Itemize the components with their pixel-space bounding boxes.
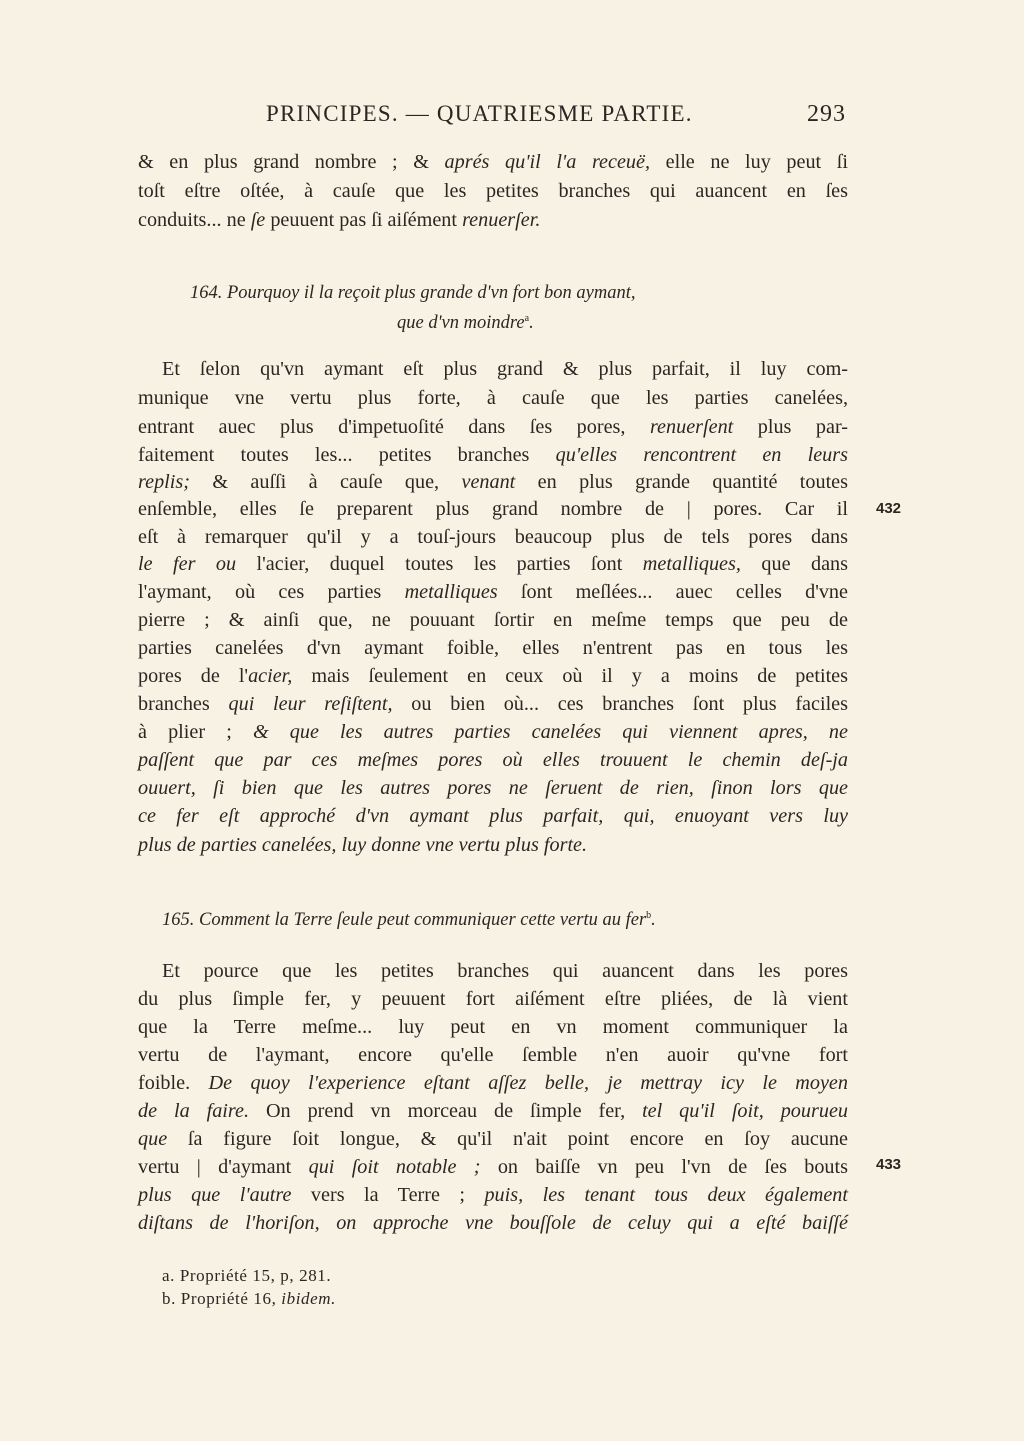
- text-line: de la faire. On prend vn morceau de ſimple fer, tel qu'il ſoit, pourueu: [138, 1100, 848, 1122]
- section-heading-line: que d'vn moindre$^a$.: [397, 313, 534, 334]
- text-line: pores de l'acier, mais ſeulement en ceux où il y a moins de petites: [138, 665, 848, 687]
- text-line: pierre ; & ainſi que, ne pouuant ſortir en meſme temps que peu de: [138, 609, 848, 631]
- text-line: munique vne vertu plus forte, à cauſe que les parties canelées,: [138, 387, 848, 409]
- text-line: enſemble, elles ſe preparent plus grand nombre de | pores. Car il: [138, 498, 848, 520]
- text-line: paſſent que par ces meſmes pores où elles trouuent le chemin deſ-ja: [138, 749, 848, 771]
- text-line: branches qui leur reſiſtent, ou bien où... ces branches ſont plus faciles: [138, 693, 848, 715]
- section-heading-line: 165. Comment la Terre ſeule peut communiquer cette vertu au fer$^b$.: [162, 910, 656, 931]
- text-line: faitement toutes les... petites branches qu'elles rencontrent en leurs: [138, 444, 848, 466]
- text-line: ce fer eſt approché d'vn aymant plus parfait, qui, enuoyant vers luy: [138, 805, 848, 827]
- text-line: eſt à remarquer qu'il y a touſ-jours beaucoup plus de tels pores dans: [138, 526, 848, 548]
- text-line: replis; & auſſi à cauſe que, venant en plus grande quantité toutes: [138, 471, 848, 493]
- text-line: parties canelées d'vn aymant foible, elles n'entrent pas en tous les: [138, 637, 848, 659]
- page-number: 293: [807, 101, 846, 127]
- margin-reference-number: 433: [876, 1156, 902, 1173]
- text-line: vertu de l'aymant, encore qu'elle ſemble n'en auoir qu'vne fort: [138, 1044, 848, 1066]
- text-line: du plus ſimple fer, y peuuent fort aiſément eſtre pliées, de là vient: [138, 988, 848, 1010]
- text-line: entrant auec plus d'impetuoſité dans ſes pores, renuerſent plus par-: [138, 416, 848, 438]
- text-line: que ſa figure ſoit longue, & qu'il n'ait point encore en ſoy aucune: [138, 1128, 848, 1150]
- text-line: l'aymant, où ces parties metalliques ſont meſlées... auec celles d'vne: [138, 581, 848, 603]
- footnote-b: b. Propriété 16, ibidem.: [162, 1289, 336, 1308]
- running-header: [266, 101, 846, 135]
- text-line: conduits... ne ſe peuuent pas ſi aiſément renuerſer.: [138, 209, 541, 231]
- margin-reference-number: 432: [876, 500, 902, 517]
- text-line: diſtans de l'horiſon, on approche vne bouſſole de celuy qui a eſté baiſſé: [138, 1212, 848, 1234]
- footnote-a: a. Propriété 15, p, 281.: [162, 1266, 332, 1285]
- text-line: & en plus grand nombre ; & aprés qu'il l'a receuë, elle ne luy peut ſi: [138, 151, 848, 173]
- text-line: Et pource que les petites branches qui auancent dans les pores: [162, 960, 848, 982]
- text-line: toſt eſtre oſtée, à cauſe que les petites branches qui auancent en ſes: [138, 180, 848, 202]
- footnote-ref: b: [646, 910, 652, 921]
- text-line: plus que l'autre vers la Terre ; puis, les tenant tous deux également: [138, 1184, 848, 1206]
- running-title: PRINCIPES. — QUATRIESME PARTIE.: [266, 101, 693, 126]
- text-line: que la Terre meſme... luy peut en vn moment communiquer la: [138, 1016, 848, 1038]
- section-heading-line: 164. Pourquoy il la reçoit plus grande d'vn fort bon aymant,: [190, 283, 636, 303]
- text-line: vertu | d'aymant qui ſoit notable ; on baiſſe vn peu l'vn de ſes bouts: [138, 1156, 848, 1178]
- text-line: à plier ; & que les autres parties canelées qui viennent apres, ne: [138, 721, 848, 743]
- text-line: Et ſelon qu'vn aymant eſt plus grand & plus parfait, il luy com-: [162, 358, 848, 380]
- text-line: foible. De quoy l'experience eſtant aſſez belle, je mettray icy le moyen: [138, 1072, 848, 1094]
- footnote-ref: a: [524, 313, 530, 324]
- text-line: plus de parties canelées, luy donne vne vertu plus forte.: [138, 834, 588, 856]
- text-line: ouuert, ſi bien que les autres pores ne ſeruent de rien, ſinon lors que: [138, 777, 848, 799]
- text-line: le fer ou l'acier, duquel toutes les parties ſont metalliques, que dans: [138, 553, 848, 575]
